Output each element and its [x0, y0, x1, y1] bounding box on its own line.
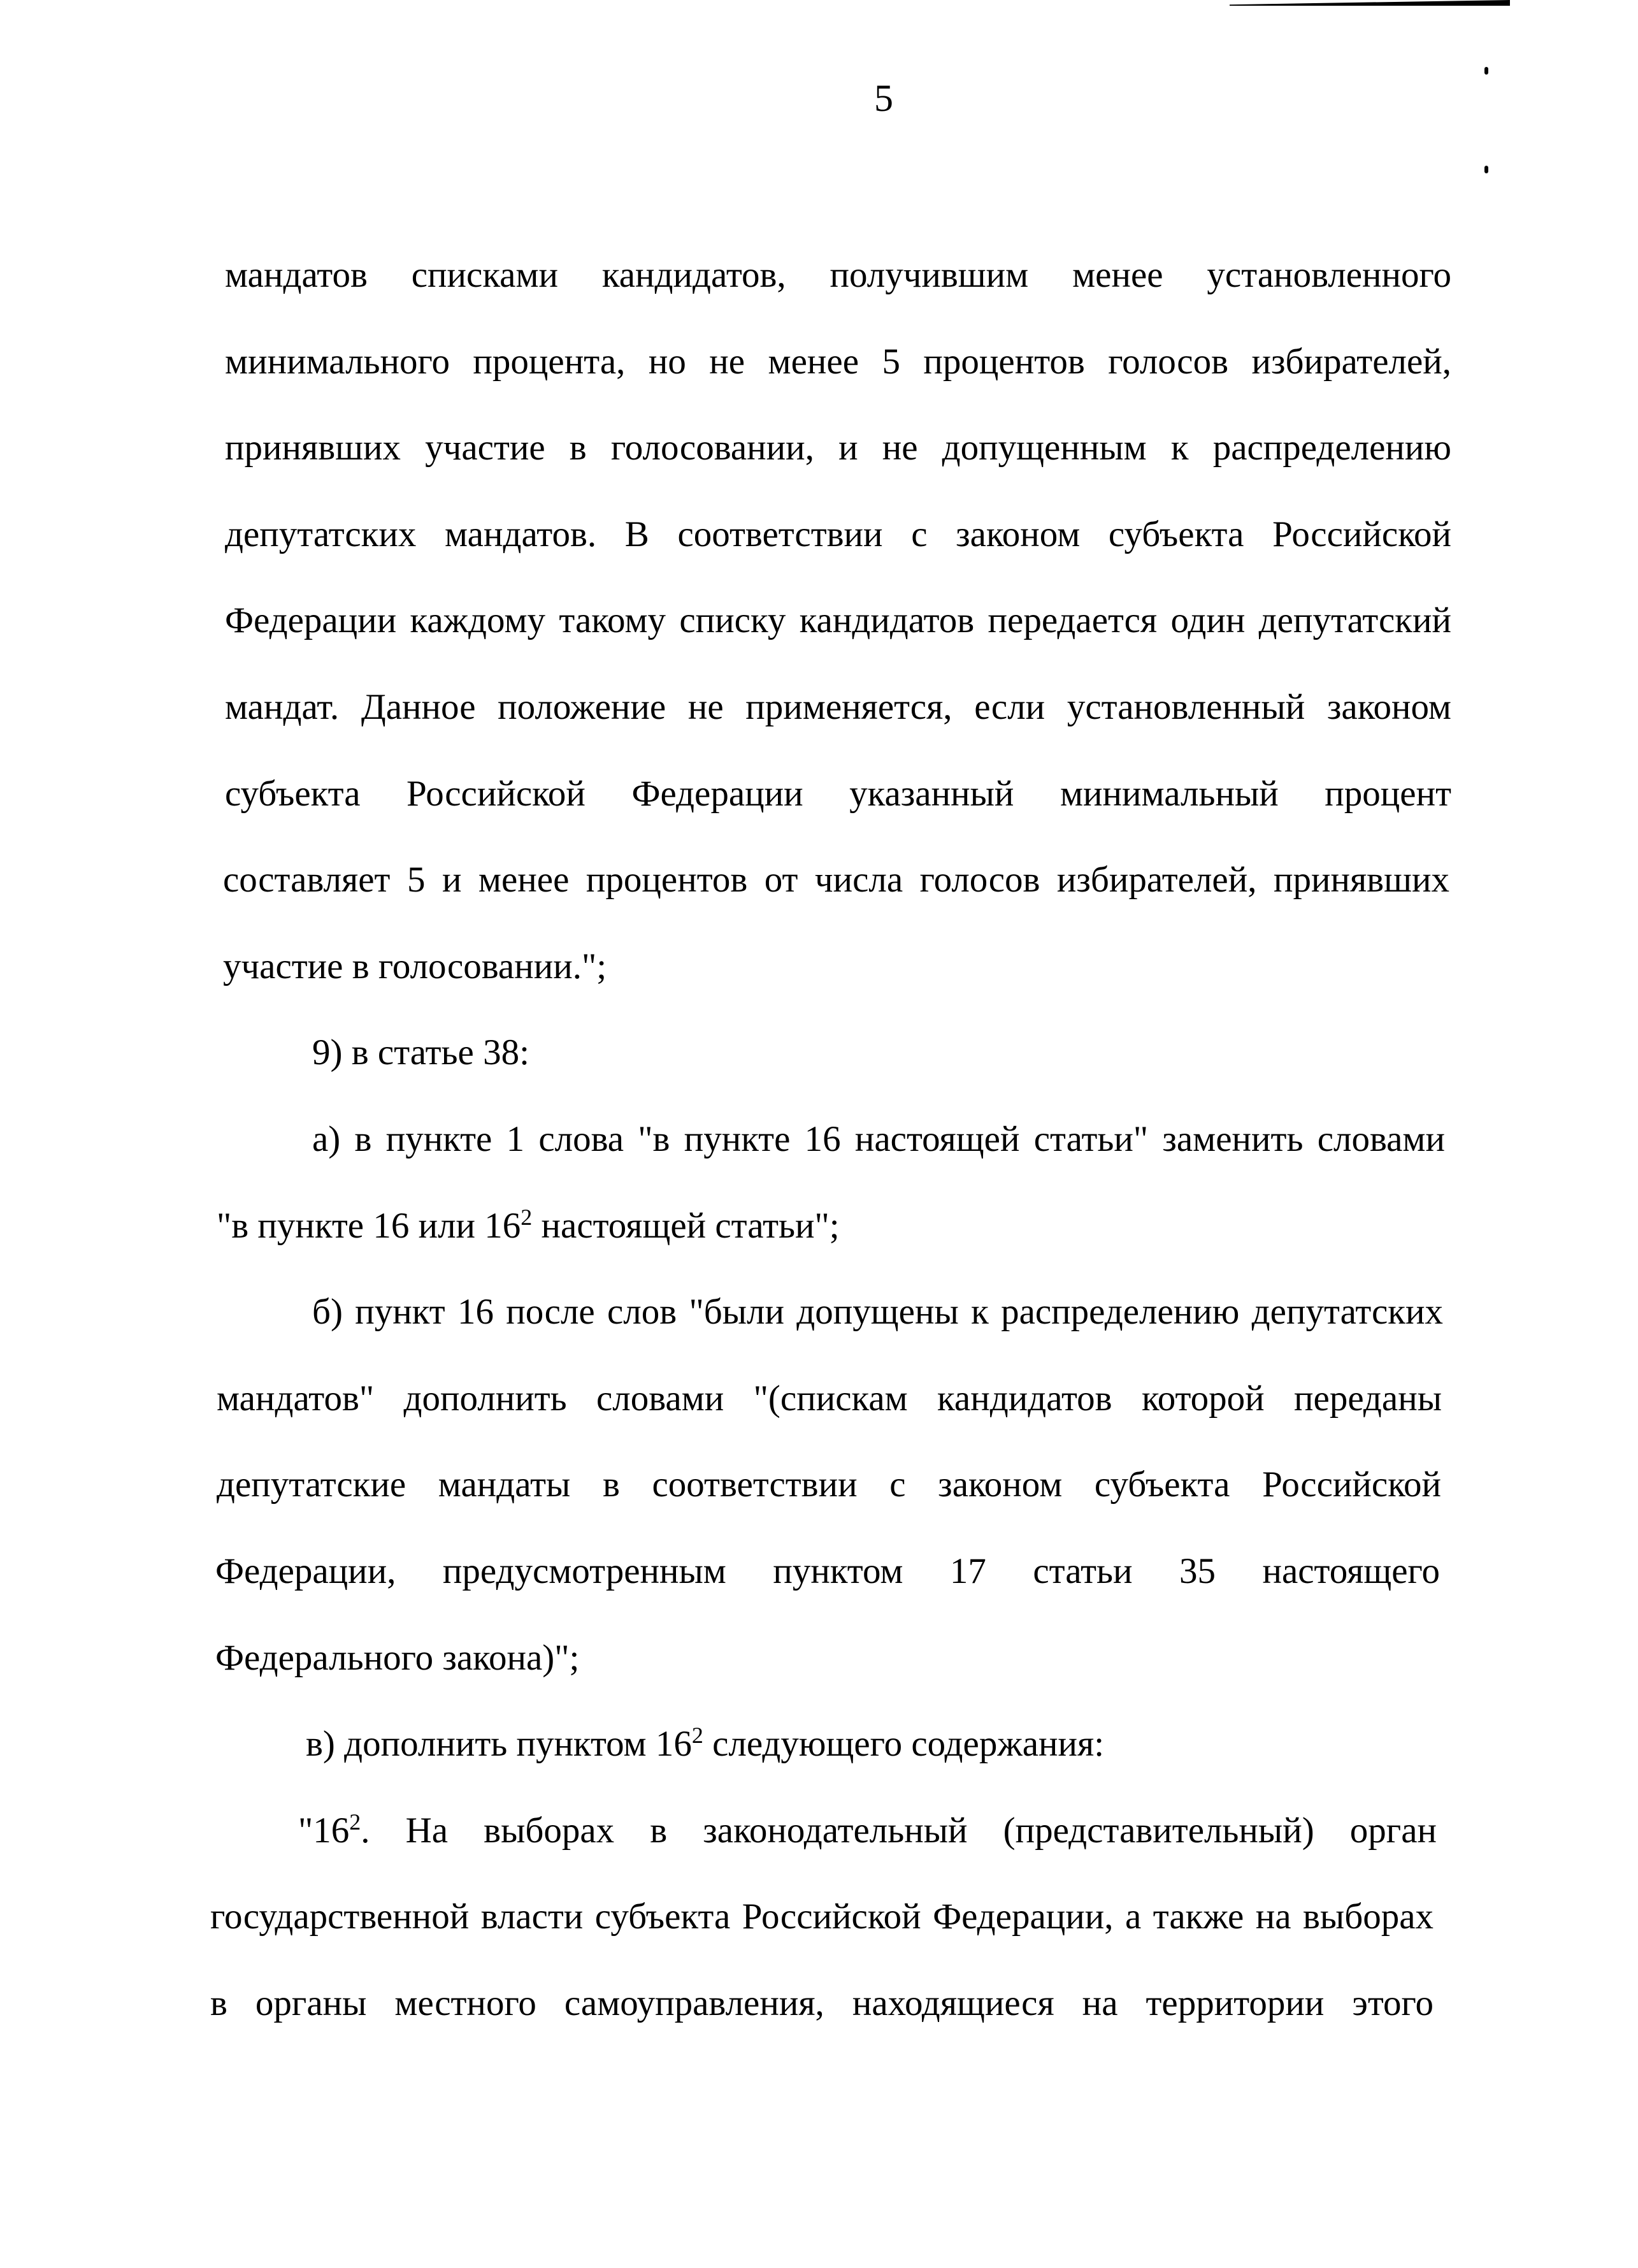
text-line	[298, 1805, 1437, 1856]
text-line: субъекта Российской Федерации указанный минимальный процент	[225, 774, 1451, 814]
text-line: а) в пункте 1 слова "в пункте 16 настоящей статьи" заменить словами	[312, 1119, 1445, 1159]
text-line: мандат. Данное положение не применяется, если установленный законом	[225, 687, 1451, 727]
superscript: 2	[521, 1204, 533, 1231]
text-line: депутатских мандатов. В соответствии с законом субъекта Российской	[225, 514, 1451, 554]
text-line: в органы местного самоуправления, находящиеся на территории этого	[210, 1983, 1433, 2023]
text-segment: следующего содержания:	[703, 1724, 1105, 1764]
text-line	[217, 1201, 840, 1252]
text-line: принявших участие в голосовании, и не допущенным к распределению	[225, 428, 1451, 468]
text-line: государственной власти субъекта Российской Федерации, а также на выборах	[210, 1896, 1433, 1937]
superscript: 2	[349, 1809, 361, 1835]
text-line: Федерации, предусмотренным пунктом 17 статьи 35 настоящего	[215, 1551, 1440, 1591]
text-segment: "16	[298, 1810, 350, 1851]
page-number: 5	[874, 77, 893, 119]
scan-artifact-dot	[1484, 67, 1488, 75]
text-line: Федерального закона)";	[215, 1638, 580, 1678]
superscript: 2	[691, 1723, 703, 1749]
text-segment: настоящей статьи";	[532, 1206, 840, 1246]
text-line: б) пункт 16 после слов "были допущены к распределению депутатских	[312, 1292, 1443, 1332]
text-line: 9) в статье 38:	[312, 1032, 529, 1073]
scan-artifact-dot	[1484, 166, 1488, 173]
text-segment: "в пункте 16 или 16	[217, 1206, 521, 1246]
text-line: мандатов списками кандидатов, получившим менее установленного	[225, 255, 1451, 295]
text-line: депутатские мандаты в соответствии с законом субъекта Российской	[217, 1464, 1441, 1505]
text-line: Федерации каждому такому списку кандидатов передается один депутатский	[225, 600, 1451, 640]
text-line	[306, 1719, 1104, 1770]
text-segment: в) дополнить пунктом 16	[306, 1724, 692, 1764]
text-line: минимального процента, но не менее 5 процентов голосов избирателей,	[225, 342, 1451, 382]
scan-artifact-line	[1230, 0, 1510, 6]
text-line: составляет 5 и менее процентов от числа голосов избирателей, принявших	[223, 860, 1449, 900]
text-line: мандатов" дополнить словами "(спискам кандидатов которой переданы	[217, 1378, 1442, 1419]
text-segment: . На выборах в законодательный (представительный) орган	[361, 1810, 1437, 1851]
text-line: участие в голосовании.";	[223, 946, 607, 986]
